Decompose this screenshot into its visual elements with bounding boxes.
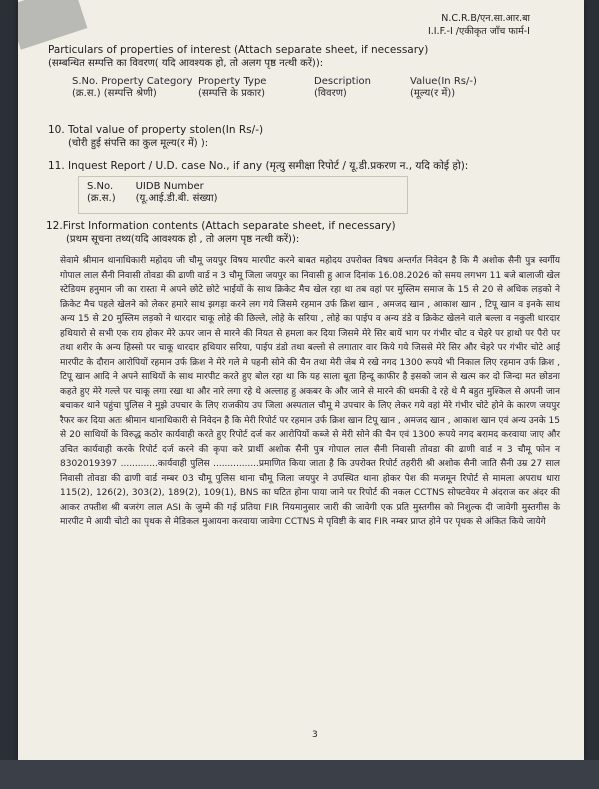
col-sno (87, 181, 116, 209)
form-code-line1: N.C.R.B/एन.सा.आर.बा (441, 13, 530, 24)
section-fir-contents (46, 220, 564, 246)
col-property-type-en: Property Type (198, 76, 267, 87)
form-code (428, 12, 530, 38)
col-description-en: Description (314, 76, 371, 87)
form-code-line2: I.I.F.-I /एकीकृत जाँच फार्म-I (427, 26, 530, 37)
inquest-table (78, 176, 408, 214)
folded-corner (18, 0, 87, 50)
section-inquest-title: 11. Inquest Report / U.D. case No., if any (मृत्यु समीक्षा रिपोर्ट / यू.डी.प्रकरण न., यदि कोई हो): (48, 160, 469, 172)
col-sno-hi: (क्र.स.) (87, 193, 116, 204)
col-uidb-hi: (यू.आई.डी.बी. संख्या) (135, 193, 218, 204)
section-properties-title-hi: (सम्बन्धित सम्पत्ति का विवरण( यदि आवश्यक हो, तो अलग पृष्ठ नत्थी करें)): (48, 58, 324, 69)
col-property-category-en: S.No. Property Category (72, 76, 193, 87)
section-total-value-title: 10. Total value of property stolen(In Rs/-) (48, 124, 264, 136)
col-description-hi: (विवरण) (314, 88, 347, 99)
properties-table-header (72, 76, 564, 100)
section-properties-title: Particulars of properties of interest (Attach separate sheet, if necessary) (48, 44, 429, 56)
col-property-type-hi: (सम्पत्ति के प्रकार) (198, 88, 266, 99)
section-inquest (48, 160, 564, 173)
page-number: 3 (312, 730, 318, 740)
col-value-hi: (मूल्य(र में)) (410, 88, 456, 99)
col-value (410, 76, 510, 100)
col-description (314, 76, 410, 100)
section-fir-title-hi: (प्रथम सूचना तथ्य(यदि आवश्यक हो , तो अलग पृष्ठ नत्थी करें)): (66, 234, 300, 245)
col-value-en: Value(In Rs/-) (410, 76, 477, 87)
document-page (18, 0, 584, 760)
section-properties (48, 44, 564, 100)
col-uidb (136, 181, 218, 209)
col-property-category-hi: (क्र.स.) (सम्पत्ति श्रेणी) (72, 88, 157, 99)
col-uidb-en: UIDB Number (135, 181, 204, 192)
section-total-value-title-hi: (चोरी हुई संपत्ति का कुल मूल्य(र में) ): (68, 138, 209, 149)
col-sno-en: S.No. (87, 181, 114, 192)
background-strip (0, 760, 599, 789)
fir-body-text: सेवामे श्रीमान थानाधिकारी महोदय जी चौमू जयपुर विषय मारपीट करने बाबत महोदय उपरोक्त विषय अन्तर्गत निवेदन है कि मै अशोक सैनी पुत्र स्वर्गीय गोपाल लाल सैनी निवासी तोवडा की ढाणी वार्ड न 3 चौमू जिला जयपुर का निवासी हु आज दिनांक 16.08.2026 को समय लगभग 11 बजे बालाजी खेल स्टेडियम हनुमान जी का रास्ता मे अपने छोटे छोटे भाईयों के साथ क्रिकेट मैच खेल रहा था तब वहां पर मुस्लिम समाज के 15 से 20 से अधिक लड़को ने क्रिकेट मैच पहले खेलने को लेकर हमारे साथ झगड़ा करने लग गये जिसमे रहमान उर्फ क्रिश खान , अमजद खान , आकाश खान , टिपू खान व इनके साथ अन्य 15 से 20 मुस्लिम लड़को ने धारदार चाकू लोहे की छिल्ले, लोहे के सरिया , लोहे का पाईप व अन्य डंडे व क्रिकेट खेलने वाले बल्ला व नकुली धारदार हथियारो से सभी एक राय होकर मेरे ऊपर जान से मारने की नियत से हमला कर दिया जिसमे मेरे सिर बायें भाग पर गंभीर चोट व चेहरे पर हाथो पर पैरो पर तथा शरीर के अन्य हिस्सो पर चाकू धारदार हथियार सरिया, पाईप डंडो तथा बल्लो से लगातार वार किये गये जिससे मेरे सिर और चेहरे पर गंभीर चोटे आई मारपीट के दौरान आरोपियों रहमान उर्फ क्रिश ने मेरे गले मे पहनी सोने की चैन तथा मेरी जेब मे रखे नगद 1300 रूपये भी निकाल लिए रहमान उर्फ क्रिश , टिपू खान आदि ने अपने साथियों के साथ मारपीट करते हुए बोल रहा था कि यह साला बूता हिन्दू काफीर है इसको जान से खत्म कर दो जिन्दा मत छोडना कहते हुए मेरे गल्ले पर चाकू लगा रखा था और नारे लगा रहे थे अल्लाह हु अकबर के और जाने से मारने की धमकी दे रहे थे मै बहुत मुश्किल से अपनी जान बचाकर थाने पहुंचा पुलिस ने मुझे उपचार के लिए राजकीय उप जिला अस्पताल चौमू मे उपचार के लिए लेकर गये वहां मेरे गंभीर चोटे होने के कारण जयपुर रैफर कर दिया अतः श्रीमान थानाधिकारी से निवेदन है कि मेरी रिपोर्ट पर रहमान उर्फ क्रिश खान टिपू खान , अमजद खान , आकाश खान एवं अन्य उनके 15 से 20 साथियों के विरुद्ध कठोर कार्यवाही करते हुए रिपोर्ट दर्ज कर आरोपियों कब्जे से मेरी सोने की चैन एवं 1300 रूपये नगद बरामद करवाया जाए और उचित कार्यवाही करके रिपोर्ट दर्ज करने की कृपा करे प्रार्थी अशोक सैनी पुत्र गोपाल लाल सैनी निवासी तोवडा की ढाणी वार्ड न 3 चौमू फोन न 8302019397 .............कार्यवाही पुलिस ................प्रमाणित किया जाता है कि उपरोक्त रिपोर्ट तहरीरी श्री अशोक सैनी जाति सैनी उम्र 27 साल निवासी तोवडा की ढाणी वार्ड नम्बर 03 चौमू पुलिस थाना चौमू जिला जयपुर ने उपस्थित थाना होकर पेश की मजमून रिपोर्ट से मामला अपराध धारा 115(2), 126(2), 303(2), 189(2), 109(1), BNS का घटित होना पाया जाने पर रिपोर्ट की नकल CCTNS सोफ्टवेयर मे अंदराज कर अंदर की आकर तफ्तीश श्री बजरंग लाल ASI के जुम्मे की गई प्रतिया FIR नियमानुसार जारी की जावेगी एक प्रति मुस्तगीस को निशुल्क दी जावेगी मुस्तगीस के मारपीट मे आयी चोटो का पृथक से मेडिकल मुआयना करवाया जावेगा CCTNS मे पृविष्टी के बाद FIR नम्बर प्राप्त होने पर पृथक से अंकित किये जायेगे (60, 256, 560, 527)
section-total-value (48, 124, 564, 150)
col-property-category (72, 76, 198, 100)
section-fir-title: 12.First Information contents (Attach separate sheet, if necessary) (46, 220, 396, 232)
col-property-type (198, 76, 314, 100)
